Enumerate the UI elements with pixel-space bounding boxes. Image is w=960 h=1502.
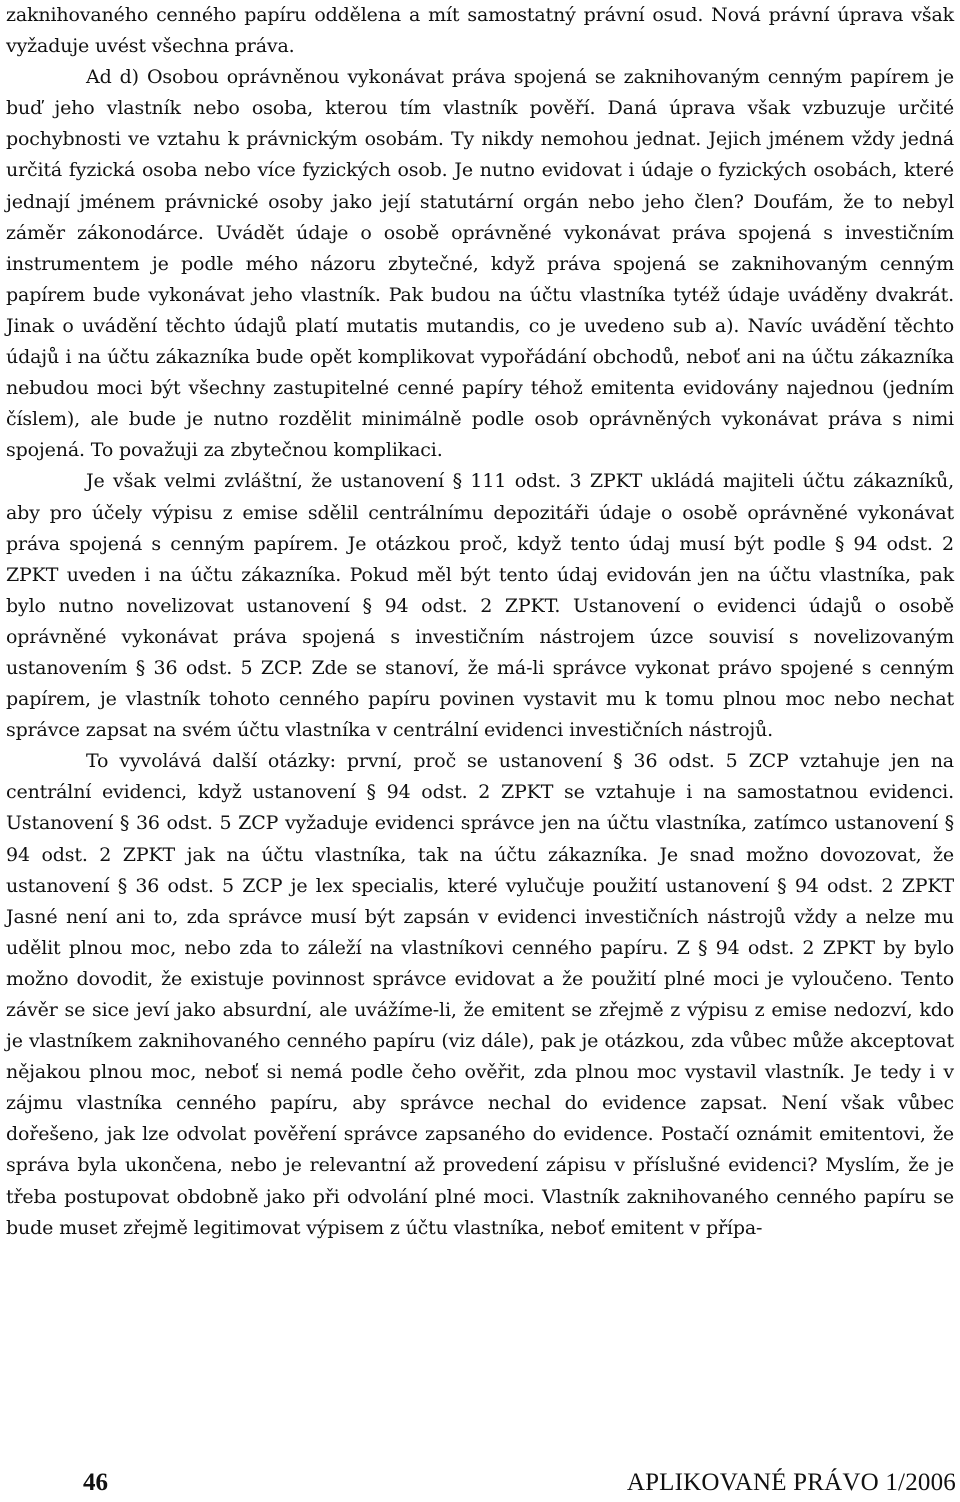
body-text [6, 0, 954, 1244]
page-number: 46 [83, 1469, 108, 1496]
journal-name: APLIKOVANÉ PRÁVO 1/2006 [626, 1469, 956, 1496]
paragraph-further-questions: To vyvolává další otázky: první, proč se ustanovení § 36 odst. 5 ZCP vztahuje jen na centrální evidenci, když ustanovení § 94 odst. 2 ZPKT se vztahuje i na samostatnou evidenci. Ustanovení § 36 odst. 5 ZCP vyžaduje evidenci správce jen na účtu vlastníka, zatímco ustanovení § 94 odst. 2 ZPKT jak na účtu vlastníka, tak na účtu zákazníka. Je snad možno dovozovat, že ustanovení § 36 odst. 5 ZCP je lex specialis, které vylučuje použití ustanovení § 94 odst. 2 ZPKT Jasné není ani to, zda správce musí být zapsán v evidenci investičních nástrojů vždy a nelze mu udělit plnou moc, nebo zda to záleží na vlastníkovi cenného papíru. Z § 94 odst. 2 ZPKT by bylo možno dovodit, že existuje povinnost správce evidovat a že použití plné moci je vyloučeno. Tento závěr se sice jeví jako absurdní, ale uvážíme-li, že emitent se zřejmě z výpisu z emise nedozví, kdo je vlastníkem zaknihovaného cenného papíru (viz dále), pak je otázkou, zda vůbec může akceptovat nějakou plnou moc, neboť si nemá podle čeho ověřit, zda plnou moc vystavil vlastník. Je tedy i v zájmu vlastníka cenného papíru, aby správce nechal do evidence zapsat. Není však vůbec dořešeno, jak lze odvolat pověření správce zapsaného do evidence. Postačí oznámit emitentovi, že správa byla ukončena, nebo je relevantní až provedení zápisu v příslušné evidenci? Myslím, že je třeba postupovat obdobně jako při odvolání plné moci. Vlastník zaknihovaného cenného papíru se bude muset zřejmě legitimovat výpisem z účtu vlastníka, neboť emitent v přípa- [6, 750, 954, 1239]
paragraph-continuation: zaknihovaného cenného papíru oddělena a mít samostatný právní osud. Nová právní úprava však vyžaduje uvést všechna práva. [6, 4, 954, 58]
paragraph-section-111: Je však velmi zvláštní, že ustanovení § 111 odst. 3 ZPKT ukládá majiteli účtu zákazníků, aby pro účely výpisu z emise sdělil centrálnímu depozitáři údaje o osobě oprávněné vykonávat práva spojená s cenným papírem. Je otázkou proč, když tento údaj musí být podle § 94 odst. 2 ZPKT uveden i na účtu zákazníka. Pokud měl být tento údaj evidován jen na účtu vlastníka, pak bylo nutno novelizovat ustanovení § 94 odst. 2 ZPKT. Ustanovení o evidenci údajů o osobě oprávněné vykonávat práva spojená s investičním nástrojem úzce souvisí s novelizovaným ustanovením § 36 odst. 5 ZCP. Zde se stanoví, že má-li správce vykonat právo spojené s cenným papírem, je vlastník tohoto cenného papíru povinen vystavit mu k tomu plnou moc nebo nechat správce zapsat na svém účtu vlastníka v centrální evidenci investičních nástrojů. [6, 470, 954, 742]
paragraph-ad-d: Ad d) Osobou oprávněnou vykonávat práva spojená se zaknihovaným cenným papírem je buď jeho vlastník nebo osoba, kterou tím vlastník pověří. Daná úprava však vzbuzuje určité pochybnosti ve vztahu k právnickým osobám. Ty nikdy nemohou jednat. Jejich jménem vždy jedná určitá fyzická osoba nebo více fyzických osob. Je nutno evidovat i údaje o fyzických osobách, které jednají jménem právnické osoby jako její statutární orgán nebo jeho člen? Doufám, že to nebyl záměr zákonodárce. Uvádět údaje o osobě oprávněné vykonávat práva spojená s investičním instrumentem je podle mého názoru zbytečné, když práva spojená se zaknihovaným cenným papírem bude vykonávat jeho vlastník. Pak budou na účtu vlastníka tytéž údaje uváděny dvakrát. Jinak o uvádění těchto údajů platí mutatis mutandis, co je uvedeno sub a). Navíc uvádění těchto údajů i na účtu zákazníka bude opět komplikovat vypořádání obchodů, neboť ani na účtu zákazníka nebudou moci být všechny zastupitelné cenné papíry téhož emitenta evidovány najednou (jedním číslem), ale bude je nutno rozdělit minimálně podle osob oprávněných vykonávat práva s nimi spojená. To považuji za zbytečnou komplikaci. [6, 66, 954, 462]
page-footer [0, 1466, 960, 1500]
